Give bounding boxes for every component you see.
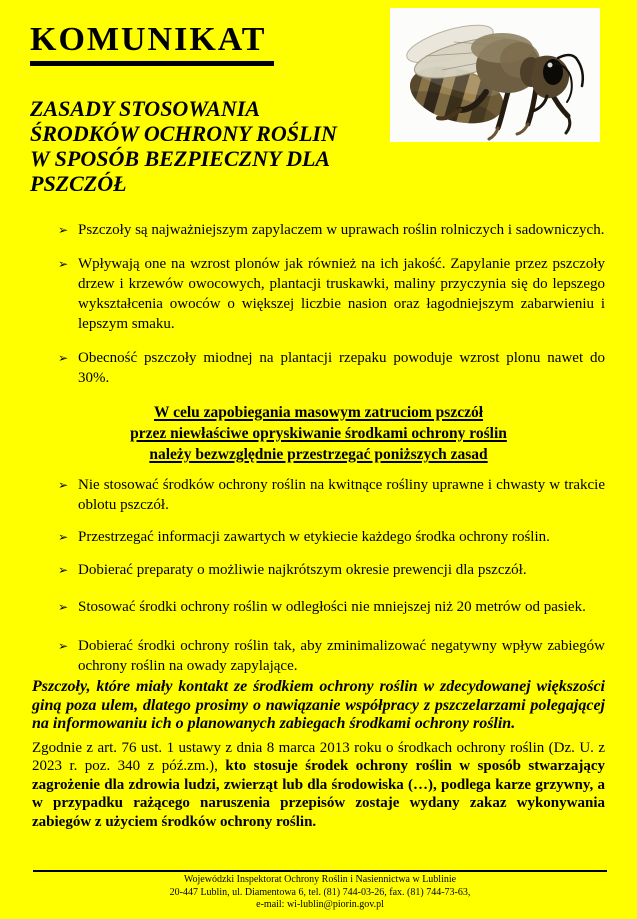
bullet-text: Pszczoły są najważniejszym zapylaczem w uprawach roślin rolniczych i sadowniczych. bbox=[78, 222, 605, 239]
warning-heading-line bbox=[32, 423, 605, 444]
bullet-item bbox=[32, 254, 605, 334]
subtitle-line: PSZCZÓŁ bbox=[30, 171, 127, 197]
bullet-text: Obecność pszczoły miodnej na plantacji rzepaku powoduje wzrost plonu nawet do 30%. bbox=[78, 350, 605, 387]
arrow-bullet-icon: ➢ bbox=[58, 478, 69, 493]
footer-line: e-mail: wi-lublin@piorin.gov.pl bbox=[256, 899, 384, 910]
subtitle-line: ZASADY STOSOWANIA bbox=[30, 96, 261, 122]
bullet-item bbox=[32, 527, 605, 547]
footer-divider bbox=[33, 870, 607, 872]
legal-bold-text: kto stosuje środek ochrony roślin w sposób stwarzający zagrożenie dla zdrowia ludzi, zwierząt lub dla środowiska (…), podlega karze grzywny, a w przypadku rażącego naruszenia przepisów zostaje wydany zakaz wykonywania zabiegów z użyciem środków ochrony roślin. bbox=[32, 758, 605, 830]
page-title: KOMUNIKAT bbox=[30, 20, 274, 66]
subtitle bbox=[30, 96, 390, 196]
bee-image bbox=[390, 8, 600, 142]
content bbox=[0, 220, 637, 831]
arrow-bullet-icon: ➢ bbox=[58, 639, 69, 654]
footer-line: Wojewódzki Inspektorat Ochrony Roślin i Nasiennictwa w Lublinie bbox=[183, 874, 457, 885]
warning-heading-line bbox=[32, 402, 605, 423]
footer-text bbox=[33, 874, 607, 912]
footer-line: 20-447 Lublin, ul. Diamentowa 6, tel. (81) 744-03-26, fax. (81) 744-73-63, bbox=[169, 886, 471, 898]
warning-heading bbox=[32, 402, 605, 465]
bullet-item bbox=[32, 475, 605, 515]
warning-heading-text: przez niewłaściwe opryskiwanie środkami ochrony roślin bbox=[130, 425, 507, 443]
footer bbox=[33, 870, 607, 912]
legal-normal-text: Zgodnie z art. 76 ust. 1 ustawy z dnia 8 marca 2013 roku o środkach ochrony roślin (Dz. U. z 2023 r. poz. 340 z póź.zm.), bbox=[32, 739, 605, 775]
bullet-text: Dobierać środki ochrony roślin tak, aby zminimalizować negatywny wpływ zabiegów ochrony roślin na owady zapylające. bbox=[78, 638, 605, 675]
rules-bullet-list bbox=[32, 475, 605, 676]
bullet-item bbox=[32, 636, 605, 676]
appeal-paragraph: Pszczoły, które miały kontakt ze środkiem ochrony roślin w zdecydowanej większości giną poza ulem, dlatego prosimy o nawiązanie współpracy z pszczelarzami polegającej na informowaniu ich o planowanych zabiegach środkami ochrony roślin. bbox=[32, 678, 605, 733]
warning-heading-text: W celu zapobiegania masowym zatruciom pszczół bbox=[153, 404, 484, 422]
legal-paragraph bbox=[32, 739, 605, 832]
bullet-text: Stosować środki ochrony roślin w odległości nie mniejszej niż 20 metrów od pasiek. bbox=[78, 599, 586, 616]
bullet-item bbox=[32, 597, 605, 617]
arrow-bullet-icon: ➢ bbox=[58, 223, 69, 238]
bullet-item bbox=[32, 560, 605, 580]
subtitle-line: ŚRODKÓW OCHRONY ROŚLIN bbox=[30, 121, 337, 147]
bullet-text: Dobierać preparaty o możliwie najkrótszym okresie prewencji dla pszczół. bbox=[78, 562, 527, 579]
arrow-bullet-icon: ➢ bbox=[58, 351, 69, 366]
arrow-bullet-icon: ➢ bbox=[58, 530, 69, 545]
bullet-item bbox=[32, 348, 605, 388]
bullet-item bbox=[32, 220, 605, 240]
bullet-text: Przestrzegać informacji zawartych w etykiecie każdego środka ochrony roślin. bbox=[78, 529, 550, 546]
bee-icon bbox=[390, 8, 600, 142]
bullet-text: Wpływają one na wzrost plonów jak również na ich jakość. Zapylanie przez pszczoły drzew i krzewów owocowych, plantacji truskawki, maliny przyczynia się do lepszego wykształcenia owoców o większej liczbie nasion oraz łagodniejszym zabarwieniu i lepszym smaku. bbox=[78, 256, 605, 333]
arrow-bullet-icon: ➢ bbox=[58, 257, 69, 272]
subtitle-line: W SPOSÓB BEZPIECZNY DLA bbox=[30, 146, 331, 172]
warning-heading-line bbox=[32, 444, 605, 465]
warning-heading-text: należy bezwzględnie przestrzegać poniższych zasad bbox=[149, 446, 488, 464]
arrow-bullet-icon: ➢ bbox=[58, 563, 69, 578]
intro-bullet-list bbox=[32, 220, 605, 388]
arrow-bullet-icon: ➢ bbox=[58, 600, 69, 615]
bullet-text: Nie stosować środków ochrony roślin na kwitnące rośliny uprawne i chwasty w trakcie oblotu pszczół. bbox=[78, 477, 605, 514]
